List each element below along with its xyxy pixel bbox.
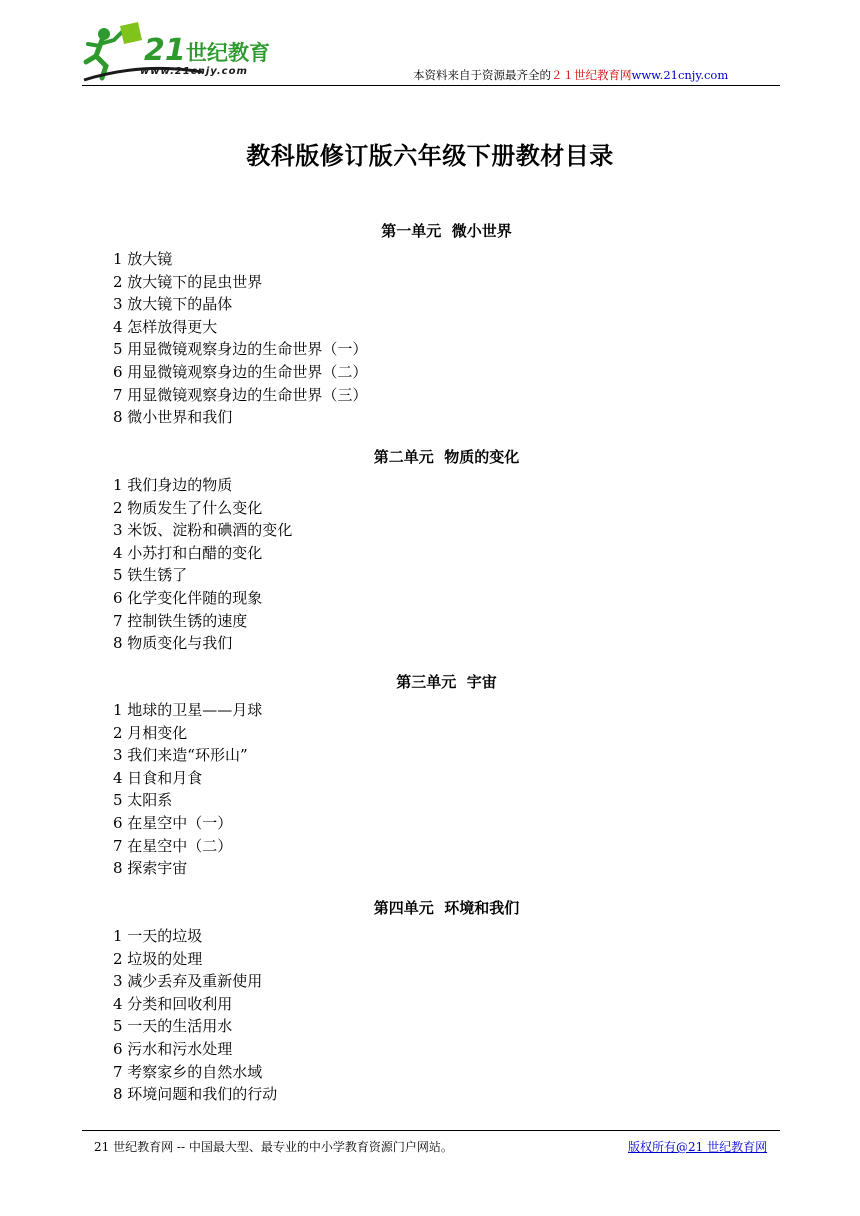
lesson-item: 7 控制铁生锈的速度 [113, 611, 248, 630]
footer-divider [82, 1130, 780, 1131]
lesson-list [113, 248, 367, 429]
note-site-url[interactable]: www.21cnjy.com [631, 68, 729, 82]
lesson-item: 6 用显微镜观察身边的生命世界（二） [113, 362, 368, 381]
lesson-item: 5 一天的生活用水 [113, 1017, 233, 1036]
lesson-item: 8 微小世界和我们 [113, 408, 233, 427]
lesson-item: 7 在星空中（二） [113, 836, 233, 855]
lesson-item: 8 探索宇宙 [113, 859, 188, 878]
lesson-item: 3 我们来造“环形山” [113, 746, 248, 765]
lesson-item: 1 地球的卫星——月球 [113, 701, 263, 719]
footer-copyright-link[interactable]: 版权所有@21 世纪教育网 [628, 1140, 768, 1154]
lesson-list [113, 474, 292, 655]
lesson-item: 1 我们身边的物质 [113, 476, 233, 494]
lesson-item: 2 垃圾的处理 [113, 949, 203, 968]
lesson-list [113, 925, 277, 1106]
lesson-list [113, 699, 262, 880]
lesson-item: 7 考察家乡的自然水域 [113, 1062, 263, 1081]
logo-url: www.21cnjy.com [140, 66, 248, 77]
header-source-note [413, 67, 728, 83]
unit-title: 第一单元 微小世界 [381, 222, 512, 240]
page-header [0, 0, 860, 90]
lesson-item: 6 污水和污水处理 [113, 1039, 233, 1058]
lesson-item: 8 环境问题和我们的行动 [113, 1085, 278, 1104]
lesson-item: 1 一天的垃圾 [113, 927, 203, 945]
svg-text:21: 21 [144, 33, 186, 68]
lesson-item: 5 太阳系 [113, 791, 173, 810]
document-title: 教科版修订版六年级下册教材目录 [246, 142, 614, 170]
lesson-item: 2 放大镜下的昆虫世界 [113, 272, 263, 291]
lesson-item: 3 放大镜下的晶体 [113, 295, 233, 314]
note-prefix: 本资料来自于资源最齐全的 [413, 68, 551, 82]
lesson-item: 8 物质变化与我们 [113, 634, 233, 653]
lesson-item: 6 在星空中（一） [113, 813, 233, 832]
lesson-item: 3 米饭、淀粉和碘酒的变化 [113, 521, 293, 540]
lesson-item: 5 用显微镜观察身边的生命世界（一） [113, 340, 368, 359]
lesson-item: 3 减少丢弃及重新使用 [113, 972, 263, 991]
lesson-item: 6 化学变化伴随的现象 [113, 588, 263, 607]
unit-title: 第二单元 物质的变化 [373, 448, 520, 466]
lesson-item: 4 小苏打和白醋的变化 [113, 543, 263, 562]
lesson-item: 5 铁生锈了 [113, 566, 188, 585]
lesson-item: 2 月相变化 [113, 723, 188, 742]
unit-title: 第三单元 宇宙 [396, 673, 497, 691]
lesson-item: 2 物质发生了什么变化 [113, 498, 263, 517]
svg-text:世纪教育: 世纪教育 [186, 41, 270, 65]
lesson-item: 7 用显微镜观察身边的生命世界（三） [113, 385, 368, 404]
footer-tagline: 21 世纪教育网 -- 中国最大型、最专业的中小学教育资源门户网站。 [94, 1140, 453, 1154]
lesson-item: 4 分类和回收利用 [113, 994, 233, 1013]
lesson-item: 4 日食和月食 [113, 768, 203, 787]
lesson-item: 4 怎样放得更大 [113, 317, 218, 336]
header-divider [82, 85, 780, 86]
lesson-item: 1 放大镜 [113, 250, 173, 268]
site-logo[interactable] [82, 22, 282, 84]
note-site-name: ２１世纪教育网 [551, 68, 632, 82]
unit-title: 第四单元 环境和我们 [373, 899, 520, 917]
